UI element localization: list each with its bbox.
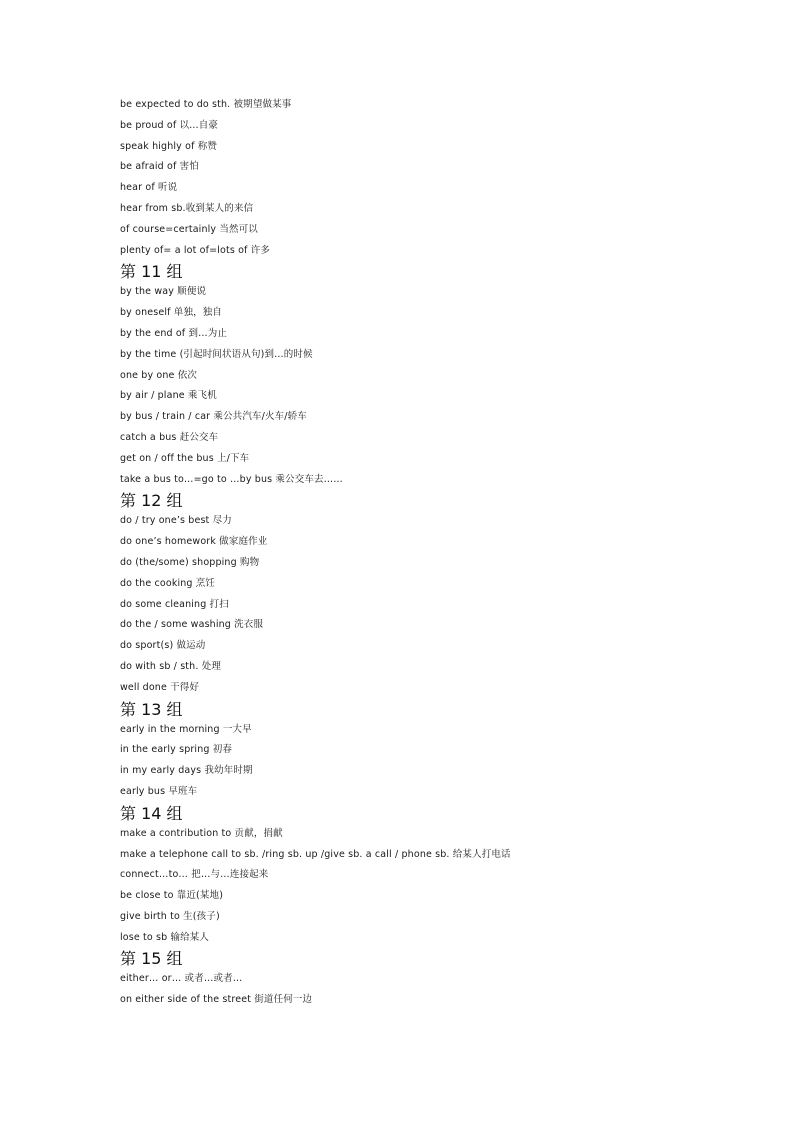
phrase-entry: do with sb / sth. 处理 <box>120 660 221 672</box>
phrase-entry: do the / some washing 洗衣服 <box>120 619 264 631</box>
phrase-entry: do some cleaning 打扫 <box>120 598 229 610</box>
phrase-entry: do one’s homework 做家庭作业 <box>120 536 268 548</box>
phrase-entry: make a contribution to 贡献，捐献 <box>120 827 283 839</box>
phrase-entry: do sport(s) 做运动 <box>120 640 206 652</box>
phrase-entry: one by one 依次 <box>120 369 198 381</box>
phrase-entry: catch a bus 赶公交车 <box>120 431 219 443</box>
phrase-entry: in my early days 我幼年时期 <box>120 765 253 777</box>
phrase-entry: early bus 早班车 <box>120 785 198 797</box>
phrase-entry: well done 干得好 <box>120 681 200 693</box>
phrase-entry: be expected to do sth. 被期望做某事 <box>120 99 292 110</box>
phrase-entry: take a bus to…=go to …by bus 乘公交车去…… <box>120 473 343 485</box>
phrase-entry: by air / plane 乘飞机 <box>120 390 217 402</box>
phrase-entry: do / try one’s best 尽力 <box>120 515 232 527</box>
phrase-entry: be close to 靠近(某地) <box>120 890 224 902</box>
phrase-entry: do the cooking 烹饪 <box>120 577 216 589</box>
phrase-list <box>120 95 720 1011</box>
phrase-entry: either… or… 或者…或者… <box>120 973 243 985</box>
phrase-entry: plenty of= a lot of=lots of 许多 <box>120 244 271 256</box>
group-heading: 第 14 组 <box>120 803 183 823</box>
phrase-entry: early in the morning 一大早 <box>120 723 252 735</box>
group-heading: 第 13 组 <box>120 699 183 719</box>
phrase-entry: make a telephone call to sb. /ring sb. up /give sb. a call / phone sb. 给某人打电话 <box>120 848 511 860</box>
group-heading: 第 11 组 <box>120 262 183 282</box>
phrase-entry: speak highly of 称赞 <box>120 140 218 152</box>
phrase-entry: do (the/some) shopping 购物 <box>120 556 260 568</box>
phrase-entry: get on / off the bus 上/下车 <box>120 452 250 464</box>
phrase-entry: by the time (引起时间状语从句)到…的时候 <box>120 348 313 360</box>
phrase-entry: be proud of 以…自豪 <box>120 119 219 131</box>
phrase-entry: in the early spring 初春 <box>120 744 233 756</box>
phrase-entry: be afraid of 害怕 <box>120 161 199 173</box>
phrase-entry: by bus / train / car 乘公共汽车/火车/轿车 <box>120 411 307 423</box>
phrase-entry: by the way 顺便说 <box>120 286 207 298</box>
phrase-entry: lose to sb 输给某人 <box>120 931 210 943</box>
phrase-entry: on either side of the street 街道任何一边 <box>120 994 313 1006</box>
phrase-entry: connect…to… 把…与…连接起来 <box>120 869 269 881</box>
phrase-entry: hear from sb.收到某人的来信 <box>120 202 254 214</box>
phrase-entry: of course=certainly 当然可以 <box>120 223 258 235</box>
phrase-entry: by the end of 到…为止 <box>120 327 228 339</box>
phrase-entry: hear of 听说 <box>120 182 178 194</box>
group-heading: 第 12 组 <box>120 491 183 511</box>
phrase-entry: give birth to 生(孩子) <box>120 910 220 922</box>
group-heading: 第 15 组 <box>120 949 183 969</box>
phrase-entry: by oneself 单独，独自 <box>120 307 223 319</box>
